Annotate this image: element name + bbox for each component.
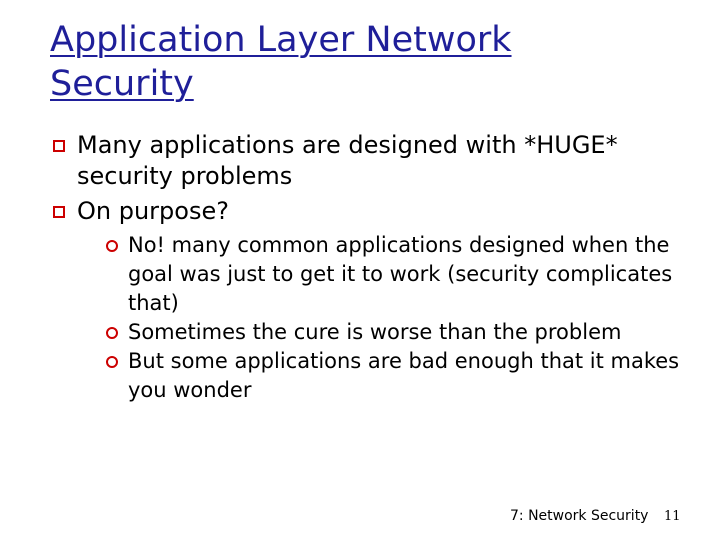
slide-footer: 7: Network Security bbox=[510, 508, 649, 524]
page-number: 11 bbox=[664, 509, 681, 524]
bullet-text: Many applications are designed with *HUGE* security problems bbox=[77, 131, 618, 190]
slide-title-line-2: Security bbox=[50, 64, 194, 104]
sub-bullet-text: But some applications are bad enough that it makes you wonder bbox=[128, 349, 680, 402]
circle-bullet-icon bbox=[106, 327, 118, 339]
bullet-text: On purpose? bbox=[77, 197, 229, 225]
bullet-list bbox=[50, 130, 700, 405]
circle-bullet-icon bbox=[106, 356, 118, 368]
sub-bullet-text: Sometimes the cure is worse than the problem bbox=[128, 320, 622, 344]
square-bullet-icon bbox=[53, 206, 65, 218]
sub-bullet-item bbox=[106, 231, 700, 318]
slide-title-line-1: Application Layer Network bbox=[50, 20, 512, 60]
bullet-item bbox=[50, 196, 700, 227]
sub-bullet-text: No! many common applications designed when the goal was just to get it to work (security complicates that) bbox=[128, 233, 673, 315]
slide-title bbox=[50, 18, 690, 106]
sub-bullet-item bbox=[106, 318, 700, 347]
bullet-item bbox=[50, 130, 700, 192]
circle-bullet-icon bbox=[106, 240, 118, 252]
sub-bullet-list bbox=[106, 231, 700, 405]
square-bullet-icon bbox=[53, 140, 65, 152]
sub-bullet-item bbox=[106, 347, 700, 405]
